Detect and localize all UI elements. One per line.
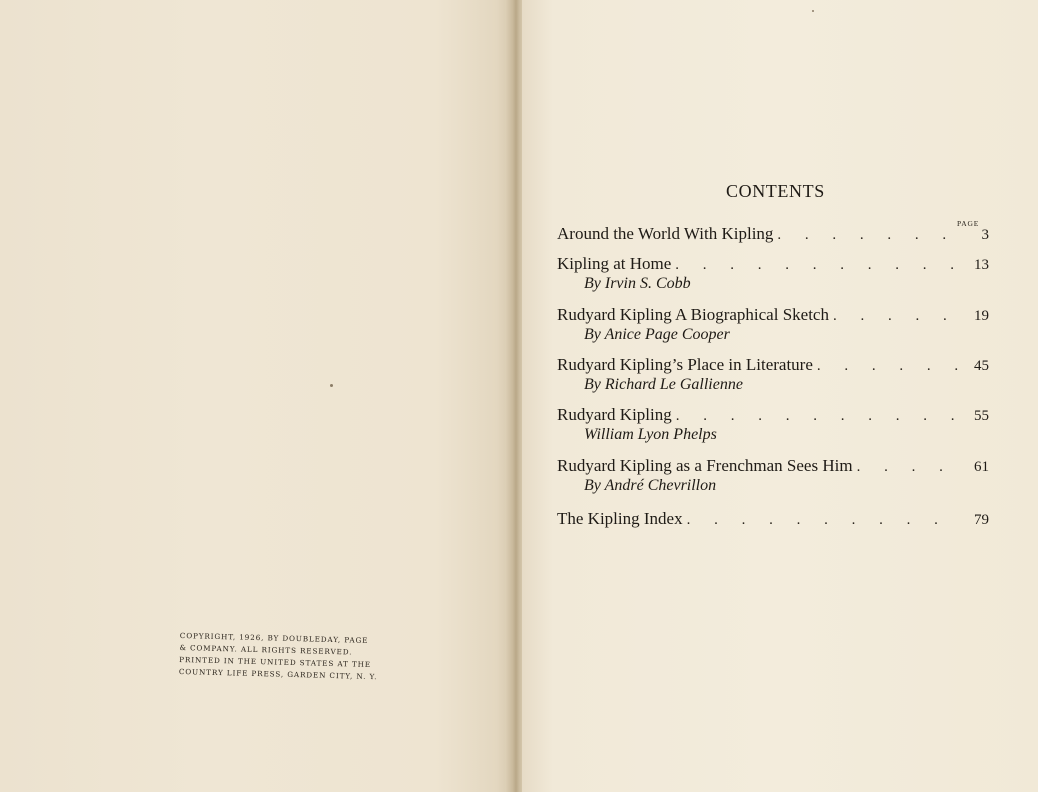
toc-entry-row	[557, 224, 989, 244]
toc-entry-page: 3	[981, 227, 989, 243]
toc-entry-author: By Anice Page Cooper	[584, 326, 730, 343]
toc-entry-title: Rudyard Kipling	[557, 405, 672, 424]
toc-entry	[557, 456, 989, 496]
toc-entry-page: 55	[974, 408, 989, 424]
copyright-line: COPYRIGHT, 1926, BY DOUBLEDAY, PAGE	[179, 630, 369, 645]
toc-entry	[557, 405, 989, 445]
right-page	[522, 0, 1038, 792]
toc-entry-page: 13	[974, 257, 989, 273]
toc-entry-author: By Irvin S. Cobb	[584, 275, 691, 292]
toc-entry-page: 45	[974, 358, 989, 374]
paper-speck	[812, 10, 814, 12]
toc-entry-author: By Richard Le Gallienne	[584, 376, 743, 393]
copyright-notice	[178, 630, 378, 683]
copyright-line: PRINTED IN THE UNITED STATES AT THE	[179, 654, 372, 670]
copyright-line: & COMPANY. ALL RIGHTS RESERVED.	[179, 642, 353, 657]
toc-entry-row	[557, 254, 989, 274]
toc-entry-page: 19	[974, 308, 989, 324]
toc-entry-title: Rudyard Kipling’s Place in Literature	[557, 355, 813, 374]
toc-entry	[557, 305, 989, 345]
toc-entry-row	[557, 509, 989, 529]
dot-leader	[773, 227, 961, 244]
paper-speck	[330, 384, 333, 387]
dot-leader	[829, 308, 961, 325]
toc-entry	[557, 224, 989, 244]
toc-entry-row	[557, 305, 989, 325]
toc-entry	[557, 355, 989, 395]
toc-entry	[557, 254, 989, 294]
dot-leader	[671, 257, 961, 274]
dot-leader	[672, 408, 961, 425]
toc-entry-title: Rudyard Kipling as a Frenchman Sees Him	[557, 456, 853, 475]
toc-entry-page: 79	[974, 512, 989, 528]
toc-entry-title: Rudyard Kipling A Biographical Sketch	[557, 305, 829, 324]
page-column-label: PAGE	[957, 219, 980, 228]
dot-leader	[813, 358, 961, 375]
toc-entry-row	[557, 355, 989, 375]
toc-entry-row	[557, 456, 989, 476]
left-page	[0, 0, 512, 792]
toc-entry-page: 61	[974, 459, 989, 475]
copyright-line: COUNTRY LIFE PRESS, GARDEN CITY, N. Y.	[178, 666, 378, 682]
toc-entry-author: William Lyon Phelps	[584, 426, 717, 443]
toc-entry-row	[557, 405, 989, 425]
toc-entry	[557, 509, 989, 529]
dot-leader	[683, 512, 961, 529]
toc-entry-title: Kipling at Home	[557, 254, 672, 273]
toc-entry-title: Around the World With Kipling	[557, 224, 774, 243]
toc-entry-title: The Kipling Index	[557, 509, 683, 528]
contents-heading: CONTENTS	[726, 181, 825, 201]
dot-leader	[853, 459, 961, 476]
toc-entry-author: By André Chevrillon	[584, 477, 717, 494]
